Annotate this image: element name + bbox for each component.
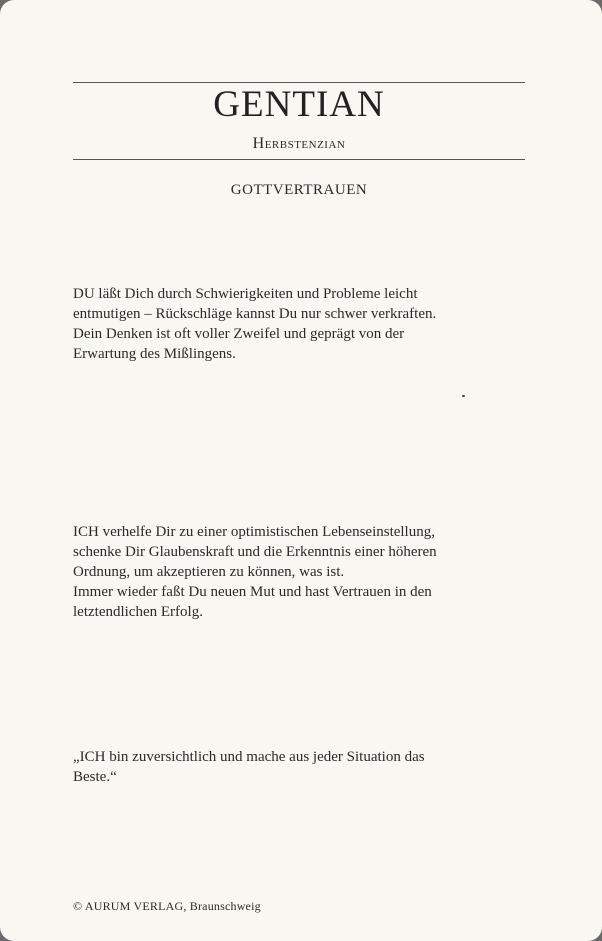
du-line: Dein Denken ist oft voller Zweifel und geprägt von der xyxy=(73,326,405,342)
card-title: GENTIAN xyxy=(213,84,385,125)
quote-line: Beste.“ xyxy=(73,769,117,785)
ich-line: Immer wieder faßt Du neuen Mut und hast Vertrauen in den xyxy=(73,584,432,600)
ich-line: schenke Dir Glaubenskraft und die Erkenntnis einer höheren xyxy=(73,544,437,560)
du-line: Erwartung des Mißlingens. xyxy=(73,346,236,362)
card-theme: GOTTVERTRAUEN xyxy=(230,182,368,198)
quote-line: „ICH bin zuversichtlich und mache aus jeder Situation das xyxy=(73,749,425,765)
ich-line: Ordnung, um akzeptieren zu können, was ist. xyxy=(73,564,345,580)
publisher-footer: © AURUM VERLAG, Braunschweig xyxy=(73,899,261,913)
du-line: DU läßt Dich durch Schwierigkeiten und Probleme leicht xyxy=(73,286,418,302)
print-speck xyxy=(462,395,465,397)
top-divider xyxy=(73,82,525,83)
ich-paragraph xyxy=(73,522,525,622)
affirmation-quote xyxy=(73,747,525,787)
du-line: entmutigen – Rückschläge kannst Du nur schwer verkraften. xyxy=(73,306,437,322)
ich-line: letztendlichen Erfolg. xyxy=(73,604,203,620)
du-paragraph xyxy=(73,284,525,364)
ich-line: ICH verhelfe Dir zu einer optimistischen Lebenseinstellung, xyxy=(73,524,435,540)
card-subtitle: Herbstenzian xyxy=(252,135,346,152)
middle-divider xyxy=(73,159,525,160)
